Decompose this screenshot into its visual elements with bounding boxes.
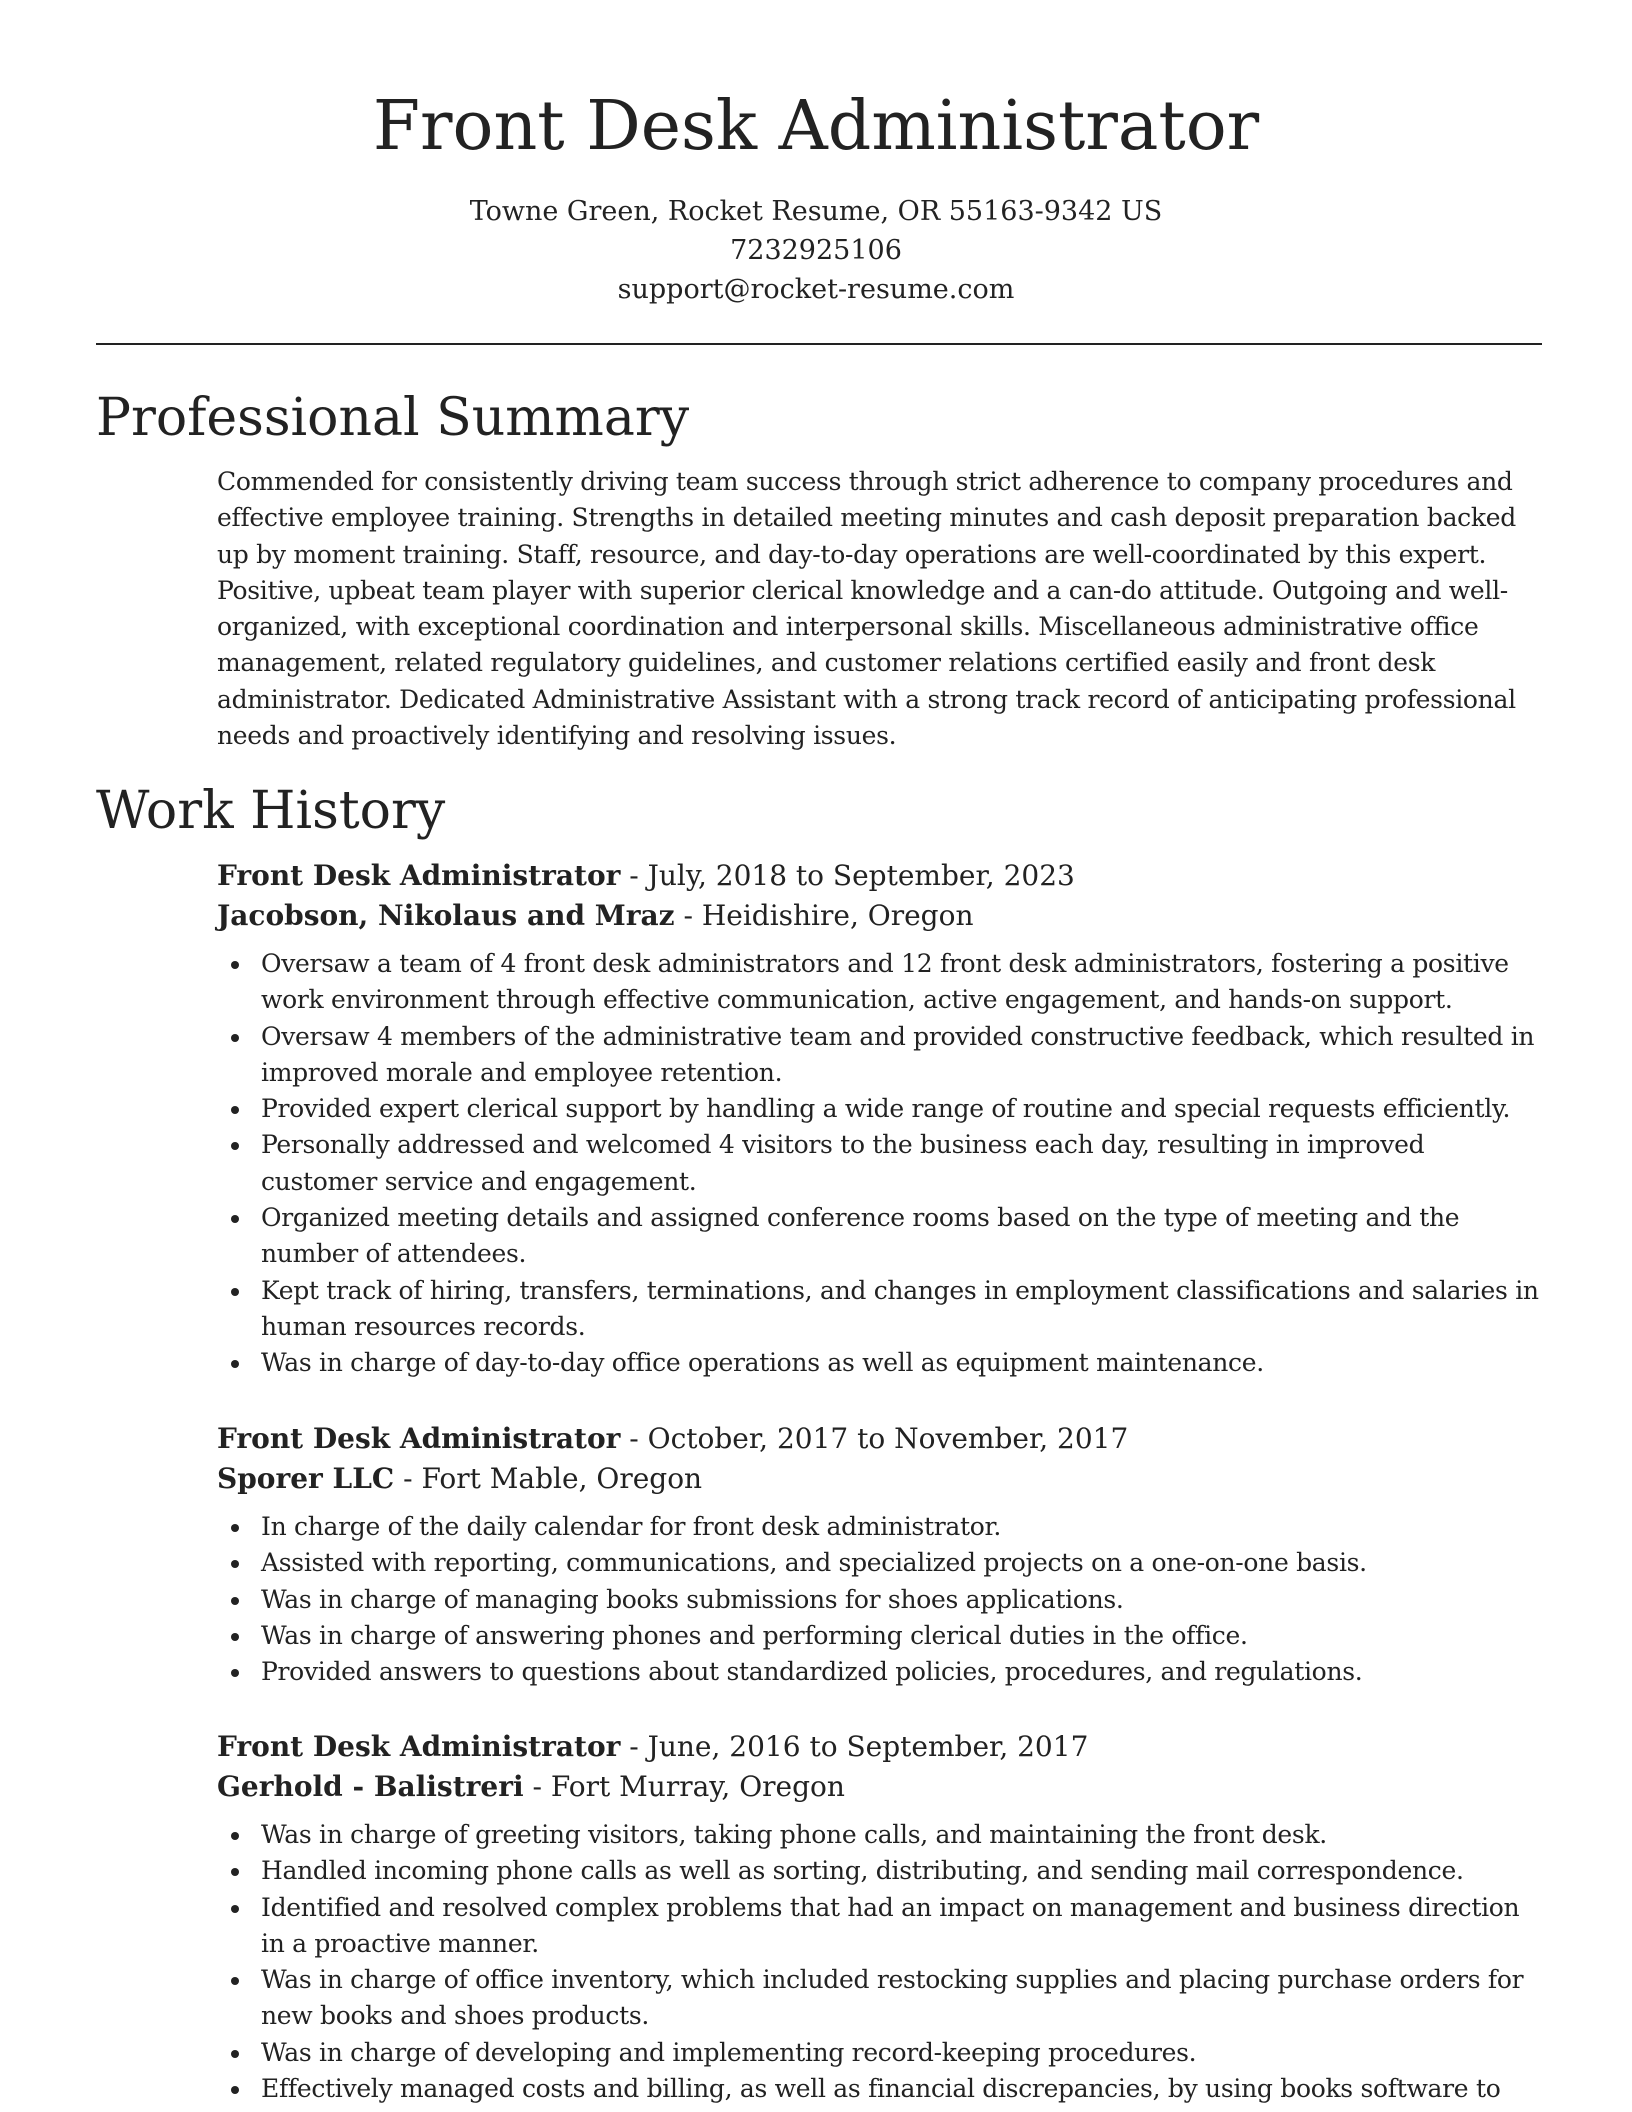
- job-role: Front Desk Administrator: [217, 1730, 621, 1763]
- job-title-line: [217, 1727, 1542, 1767]
- list-item: Kept track of hiring, transfers, terminations, and changes in employment classifications and salaries in human resources records.: [217, 1273, 1542, 1346]
- job-title-line: [217, 856, 1542, 896]
- list-item: Provided expert clerical support by handling a wide range of routine and special requests efficiently.: [217, 1091, 1542, 1127]
- summary-paragraph: Commended for consistently driving team success through strict adherence to company procedures and effective employee training. Strengths in detailed meeting minutes and cash deposit preparation backed up by moment training. Staff, resource, and day-to-day operations are well-coordinated by this expert. Positive, upbeat team player with superior clerical knowledge and a can-do attitude. Outgoing and well-organized, with exceptional coordination and interpersonal skills. Miscellaneous administrative office management, related regulatory guidelines, and customer relations certified easily and front desk administrator. Dedicated Administrative Assistant with a strong track record of anticipating professional needs and proactively identifying and resolving issues.: [217, 467, 1516, 751]
- job-location: - Fort Mable, Oregon: [394, 1462, 703, 1495]
- job-bullets: [217, 946, 1542, 1382]
- list-item: In charge of the daily calendar for front desk administrator.: [217, 1509, 1542, 1545]
- job-entry: [217, 1419, 1542, 1690]
- header-divider: [96, 343, 1542, 345]
- job-title-line: [217, 1419, 1542, 1459]
- job-company-line: [217, 1459, 1542, 1499]
- list-item: Was in charge of day-to-day office operations as well as equipment maintenance.: [217, 1345, 1542, 1381]
- email-text: support@rocket-resume.com: [617, 274, 1015, 305]
- contact-info: [0, 192, 1632, 309]
- list-item: Oversaw a team of 4 front desk administrators and 12 front desk administrators, fostering a positive work environment through effective communication, active engagement, and hands-on support.: [217, 946, 1542, 1019]
- job-role: Front Desk Administrator: [217, 859, 621, 892]
- list-item: Handled incoming phone calls as well as sorting, distributing, and sending mail correspondence.: [217, 1853, 1542, 1889]
- job-company-line: [217, 1767, 1542, 1807]
- job-bullets: [217, 1509, 1542, 1690]
- job-company-line: [217, 896, 1542, 936]
- job-location: - Fort Murray, Oregon: [523, 1770, 845, 1803]
- job-company: Sporer LLC: [217, 1462, 395, 1495]
- job-company: Gerhold - Balistreri: [217, 1770, 524, 1803]
- job-entry: [217, 856, 1542, 1382]
- job-bullets: [217, 1817, 1542, 2107]
- job-role: Front Desk Administrator: [217, 1422, 621, 1455]
- list-item: Provided answers to questions about standardized policies, procedures, and regulations.: [217, 1654, 1542, 1690]
- list-item: Effectively managed costs and billing, as well as financial discrepancies, by using books software to: [217, 2071, 1542, 2107]
- work-history-heading: Work History: [96, 781, 446, 841]
- candidate-name: Front Desk Administrator: [372, 87, 1260, 166]
- list-item: Personally addressed and welcomed 4 visitors to the business each day, resulting in improved customer service and engagement.: [217, 1127, 1542, 1200]
- job-location: - Heidishire, Oregon: [674, 899, 974, 932]
- job-dates: - June, 2016 to September, 2017: [620, 1730, 1089, 1763]
- phone-text: 7232925106: [730, 235, 902, 266]
- job-dates: - July, 2018 to September, 2023: [620, 859, 1075, 892]
- list-item: Was in charge of answering phones and performing clerical duties in the office.: [217, 1618, 1542, 1654]
- list-item: Identified and resolved complex problems that had an impact on management and business direction in a proactive manner.: [217, 1890, 1542, 1963]
- list-item: Assisted with reporting, communications, and specialized projects on a one-on-one basis.: [217, 1545, 1542, 1581]
- job-company: Jacobson, Nikolaus and Mraz: [217, 899, 675, 932]
- list-item: Was in charge of managing books submissions for shoes applications.: [217, 1582, 1542, 1618]
- list-item: Organized meeting details and assigned conference rooms based on the type of meeting and the number of attendees.: [217, 1200, 1542, 1273]
- list-item: Was in charge of developing and implementing record-keeping procedures.: [217, 2035, 1542, 2071]
- summary-heading: Professional Summary: [96, 388, 690, 448]
- list-item: Oversaw 4 members of the administrative team and provided constructive feedback, which resulted in improved morale and employee retention.: [217, 1019, 1542, 1092]
- list-item: Was in charge of greeting visitors, taking phone calls, and maintaining the front desk.: [217, 1817, 1542, 1853]
- job-dates: - October, 2017 to November, 2017: [620, 1422, 1129, 1455]
- job-entry: [217, 1727, 1542, 2107]
- address-text: Towne Green, Rocket Resume, OR 55163-9342 US: [469, 196, 1163, 227]
- list-item: Was in charge of office inventory, which included restocking supplies and placing purchase orders for new books and shoes products.: [217, 1962, 1542, 2035]
